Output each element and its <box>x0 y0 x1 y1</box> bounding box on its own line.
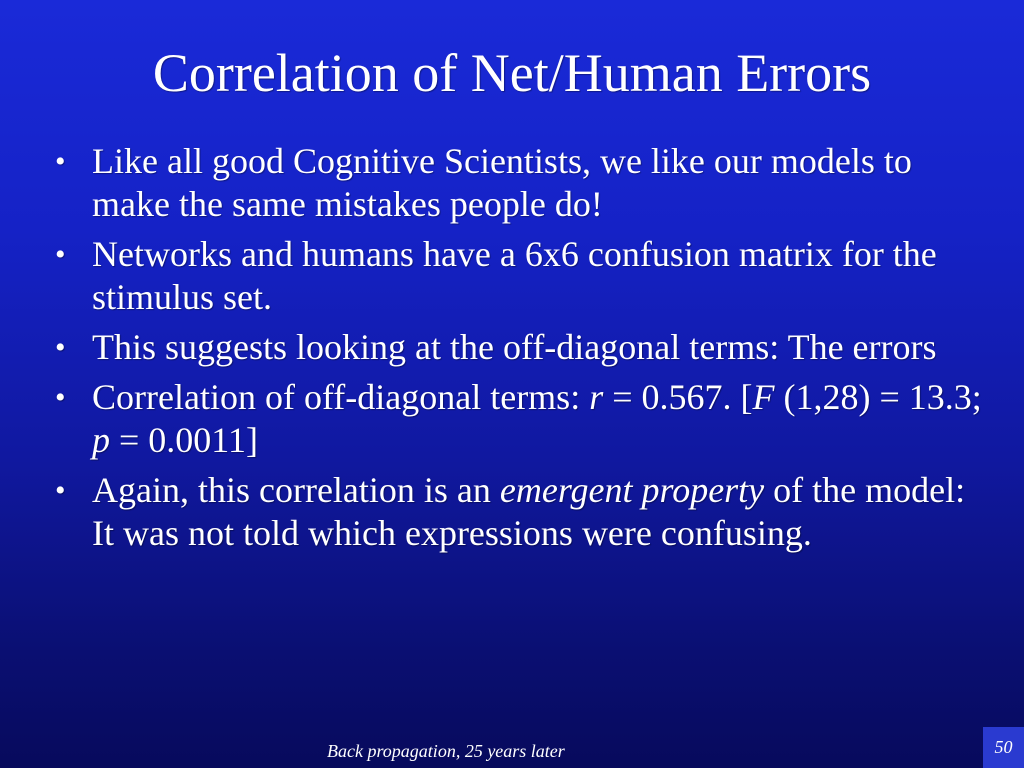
bullet-icon: • <box>55 474 66 507</box>
bullet-icon: • <box>55 331 66 364</box>
footer-title: Back propagation, 25 years later <box>327 741 565 761</box>
bullet-icon: • <box>55 238 66 271</box>
statistic-f: F <box>752 377 775 417</box>
text-run: Correlation of off-diagonal terms: <box>92 377 590 417</box>
bullet-item <box>55 233 985 319</box>
text-run: = 0.0011] <box>110 420 258 460</box>
statistic-r: r <box>589 377 604 417</box>
text-run: of the model: It was not told which expressions were confusing. <box>92 470 966 553</box>
bullet-text: Networks and humans have a 6x6 confusion matrix for the stimulus set. <box>92 234 937 317</box>
bullet-item <box>55 376 985 462</box>
text-run: Again, this correlation is an <box>92 470 500 510</box>
statistic-p: p <box>92 420 110 460</box>
bullet-text <box>92 377 982 460</box>
text-run: (1,28) = 13.3; <box>774 377 982 417</box>
page-number-box <box>983 727 1024 768</box>
bullet-item <box>55 140 985 226</box>
bullet-text: Like all good Cognitive Scientists, we like our models to make the same mistakes people do! <box>92 141 912 224</box>
slide-title: Correlation of Net/Human Errors <box>152 43 872 103</box>
page-number: 50 <box>994 737 1013 757</box>
emphasis-text: emergent property <box>499 470 765 510</box>
bullet-item <box>55 469 985 555</box>
bullet-text: This suggests looking at the off-diagonal terms: The errors <box>92 327 937 367</box>
bullet-list <box>55 140 985 562</box>
bullet-icon: • <box>55 381 66 414</box>
bullet-icon: • <box>55 145 66 178</box>
bullet-item <box>55 326 985 369</box>
text-run: = 0.567. [ <box>603 377 753 417</box>
bullet-text <box>92 470 965 553</box>
